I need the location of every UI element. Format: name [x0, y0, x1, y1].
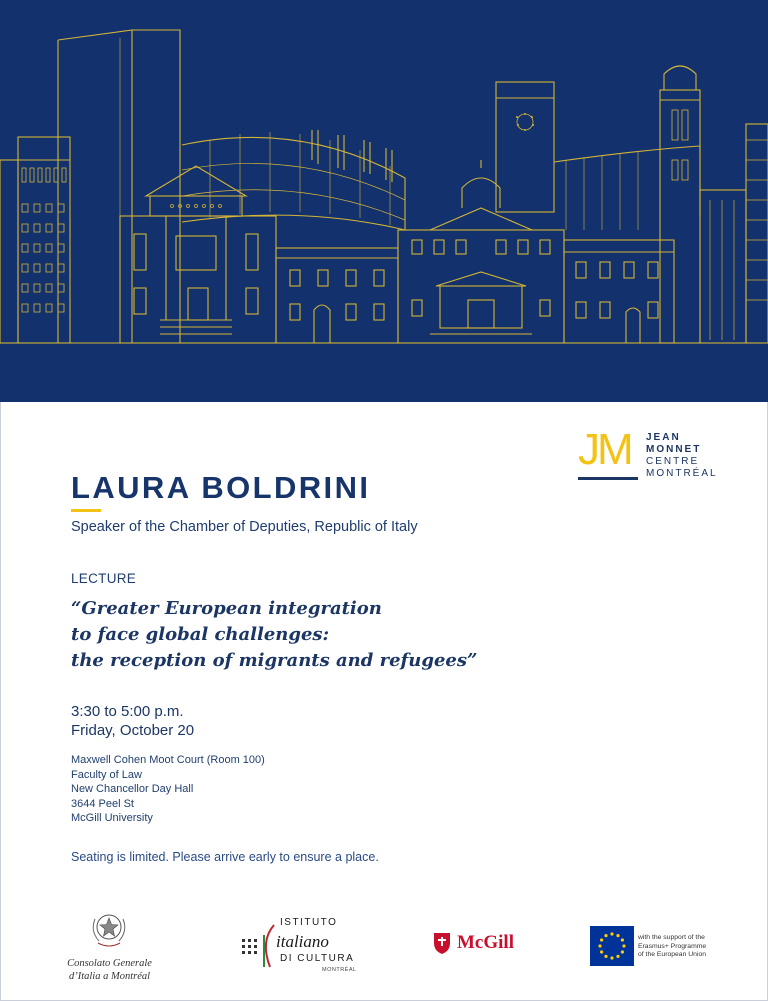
skyline-banner	[0, 0, 768, 402]
iic-line-1: ISTITUTO	[280, 917, 338, 928]
jm-line-4: MONTRÉAL	[646, 468, 718, 479]
venue-line: New Chancellor Day Hall	[71, 783, 194, 795]
jm-underline	[578, 477, 638, 480]
venue-line: Maxwell Cohen Moot Court (Room 100)	[71, 754, 265, 766]
iic-line-3: DI CULTURA	[280, 953, 355, 964]
jm-words	[646, 432, 718, 480]
italian-emblem-icon	[52, 905, 167, 955]
eu-line: of the European Union	[638, 951, 707, 958]
lecture-label: LECTURE	[71, 571, 137, 586]
jean-monnet-logo	[578, 425, 718, 484]
jm-letters: JM	[578, 425, 631, 474]
consulate-text	[52, 957, 167, 983]
lecture-title-line: “Greater European integration	[71, 598, 382, 619]
iic-line-4: MONTRÉAL	[322, 967, 357, 973]
mcgill-wordmark: McGill	[457, 932, 514, 953]
consulate-logo	[52, 905, 167, 990]
iic-logo	[240, 915, 370, 975]
event-date: Friday, October 20	[71, 722, 195, 739]
lecture-title-line: to face global challenges:	[71, 624, 330, 645]
mcgill-crest-icon	[432, 931, 452, 955]
consulate-line: d’Italia a Montréal	[68, 971, 151, 982]
venue-line: 3644 Peel St	[71, 797, 134, 810]
iic-dots-icon	[240, 921, 280, 971]
skyline-illustration	[0, 0, 768, 402]
eu-logo	[590, 926, 750, 968]
eu-support-text	[638, 934, 706, 960]
venue-line: McGill University	[71, 812, 153, 824]
mcgill-logo	[432, 931, 542, 957]
eu-flag-icon	[590, 926, 634, 966]
eu-line: with the support of the	[638, 934, 705, 941]
jm-line-2: MONNET	[646, 444, 702, 455]
event-time: 3:30 to 5:00 p.m.	[71, 703, 184, 720]
speaker-title: Speaker of the Chamber of Deputies, Republic of Italy	[71, 519, 418, 535]
jm-line-3: CENTRE	[646, 456, 700, 467]
speaker-name: LAURA BOLDRINI	[71, 470, 371, 505]
jm-line-1: JEAN	[646, 432, 681, 443]
venue-address	[71, 753, 265, 826]
lecture-title-line: the reception of migrants and refugees”	[71, 650, 478, 671]
accent-bar	[71, 509, 101, 512]
seating-note: Seating is limited. Please arrive early to ensure a place.	[71, 850, 379, 864]
iic-line-2: italiano	[276, 932, 329, 951]
eu-line: Erasmus+ Programme	[638, 942, 707, 950]
venue-line: Faculty of Law	[71, 768, 142, 781]
lecture-title	[71, 596, 631, 674]
consulate-line: Consolato Generale	[67, 958, 152, 969]
